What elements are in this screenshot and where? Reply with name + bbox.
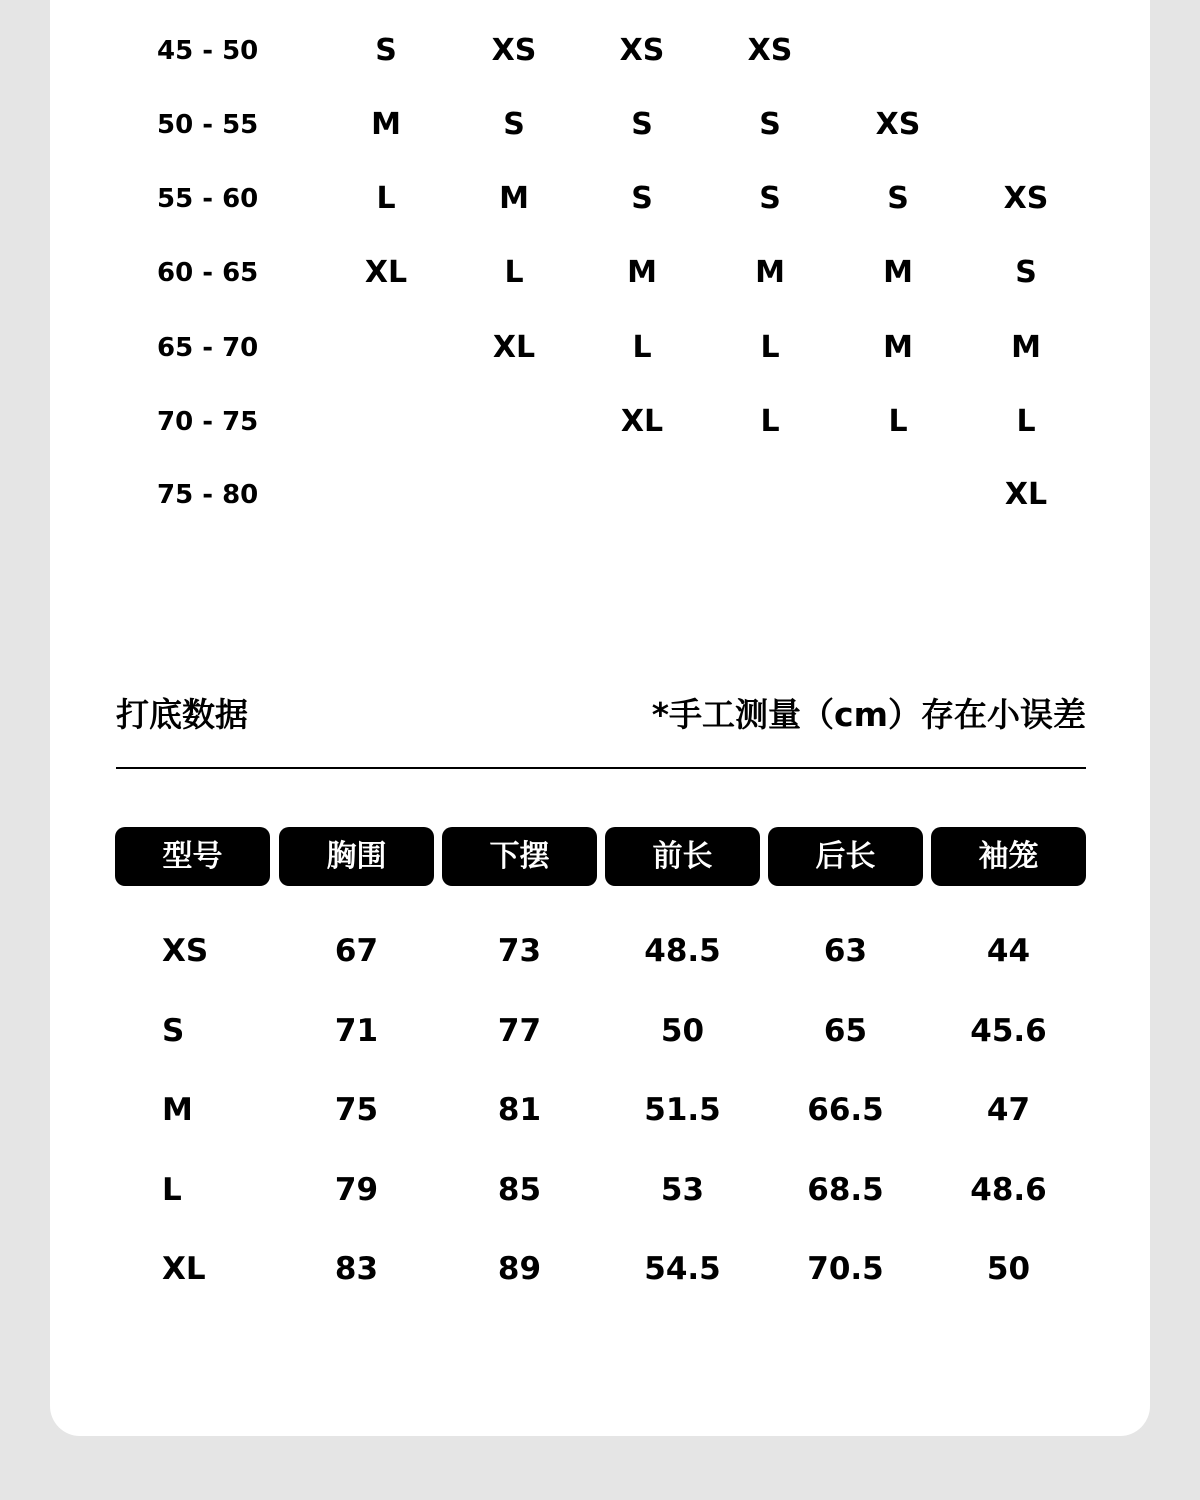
table-cell: 54.5 (644, 1251, 721, 1287)
table-cell: 67 (334, 933, 379, 969)
table-cell: 51.5 (644, 1092, 721, 1128)
size-cell: S (1015, 255, 1037, 290)
table-cell: 47 (986, 1092, 1031, 1128)
size-cell: XL (1004, 477, 1048, 512)
weight-range: 75 - 80 (157, 480, 259, 510)
header-chest: 胸围 (279, 827, 434, 886)
weight-range: 65 - 70 (157, 333, 259, 363)
table-cell: 50 (660, 1013, 705, 1049)
size-cell: L (888, 404, 908, 439)
size-cell (725, 475, 815, 515)
table-cell: 53 (660, 1172, 705, 1208)
size-cell: S (503, 107, 525, 142)
size-cell: L (504, 255, 524, 290)
size-cell: XS (747, 33, 793, 68)
table-cell: 63 (823, 933, 868, 969)
table-cell: 71 (334, 1013, 379, 1049)
table-cell: 81 (497, 1092, 542, 1128)
table-cell: 85 (497, 1172, 542, 1208)
weight-range: 60 - 65 (157, 258, 259, 288)
table-cell: 83 (334, 1251, 379, 1287)
table-cell: 44 (986, 933, 1031, 969)
size-cell: XL (364, 255, 408, 290)
size-cell: S (631, 181, 653, 216)
weight-range: 45 - 50 (157, 36, 259, 66)
size-cell: S (759, 181, 781, 216)
size-cell: M (499, 181, 529, 216)
size-cell: M (371, 107, 401, 142)
table-cell: 77 (497, 1013, 542, 1049)
size-cell: S (631, 107, 653, 142)
weight-range: 50 - 55 (157, 110, 259, 140)
header-front-length: 前长 (605, 827, 760, 886)
table-cell-size: XL (162, 1251, 206, 1287)
table-cell: 75 (334, 1092, 379, 1128)
size-cell: L (760, 404, 780, 439)
table-cell: 50 (986, 1251, 1031, 1287)
size-cell: XS (1003, 181, 1049, 216)
header-armhole: 袖笼 (931, 827, 1086, 886)
size-cell (853, 31, 943, 71)
size-cell (469, 475, 559, 515)
table-cell: 65 (823, 1013, 868, 1049)
table-cell: 68.5 (807, 1172, 884, 1208)
size-cell: S (759, 107, 781, 142)
table-cell: 70.5 (807, 1251, 884, 1287)
weight-row (50, 179, 1150, 219)
weight-row (50, 328, 1150, 368)
size-cell: XS (875, 107, 921, 142)
weight-row (50, 402, 1150, 442)
table-cell-size: L (162, 1172, 182, 1208)
size-cell: L (632, 330, 652, 365)
size-cell: S (375, 33, 397, 68)
size-cell (981, 31, 1071, 71)
table-cell-size: S (162, 1013, 185, 1049)
header-model: 型号 (115, 827, 270, 886)
size-cell: M (627, 255, 657, 290)
size-cell: XL (620, 404, 664, 439)
section-title: 打底数据 (116, 695, 248, 734)
size-cell: M (883, 330, 913, 365)
size-cell (981, 105, 1071, 145)
table-cell: 66.5 (807, 1092, 884, 1128)
table-cell: 48.6 (970, 1172, 1047, 1208)
weight-range: 55 - 60 (157, 184, 259, 214)
size-cell: M (755, 255, 785, 290)
size-cell: XS (491, 33, 537, 68)
table-cell: 79 (334, 1172, 379, 1208)
size-cell (597, 475, 687, 515)
table-cell-size: XS (162, 933, 209, 969)
weight-row (50, 253, 1150, 293)
table-cell: 89 (497, 1251, 542, 1287)
section-divider (116, 767, 1086, 769)
size-cell: L (760, 330, 780, 365)
size-cell: S (887, 181, 909, 216)
size-cell: L (376, 181, 396, 216)
size-cell: XS (619, 33, 665, 68)
size-chart-card (50, 0, 1150, 1436)
header-back-length: 后长 (768, 827, 923, 886)
size-cell (341, 475, 431, 515)
size-cell (853, 475, 943, 515)
table-cell: 48.5 (644, 933, 721, 969)
size-cell: M (883, 255, 913, 290)
header-hem: 下摆 (442, 827, 597, 886)
size-cell (341, 328, 431, 368)
size-cell: M (1011, 330, 1041, 365)
size-cell (469, 402, 559, 442)
table-cell-size: M (162, 1092, 193, 1128)
weight-range: 70 - 75 (157, 407, 259, 437)
table-cell: 73 (497, 933, 542, 969)
table-cell: 45.6 (970, 1013, 1047, 1049)
size-cell (341, 402, 431, 442)
weight-row (50, 31, 1150, 71)
size-cell: XL (492, 330, 536, 365)
weight-row (50, 105, 1150, 145)
size-cell: L (1016, 404, 1036, 439)
measurement-note: *手工测量（cm）存在小误差 (651, 695, 1086, 734)
weight-row (50, 475, 1150, 515)
